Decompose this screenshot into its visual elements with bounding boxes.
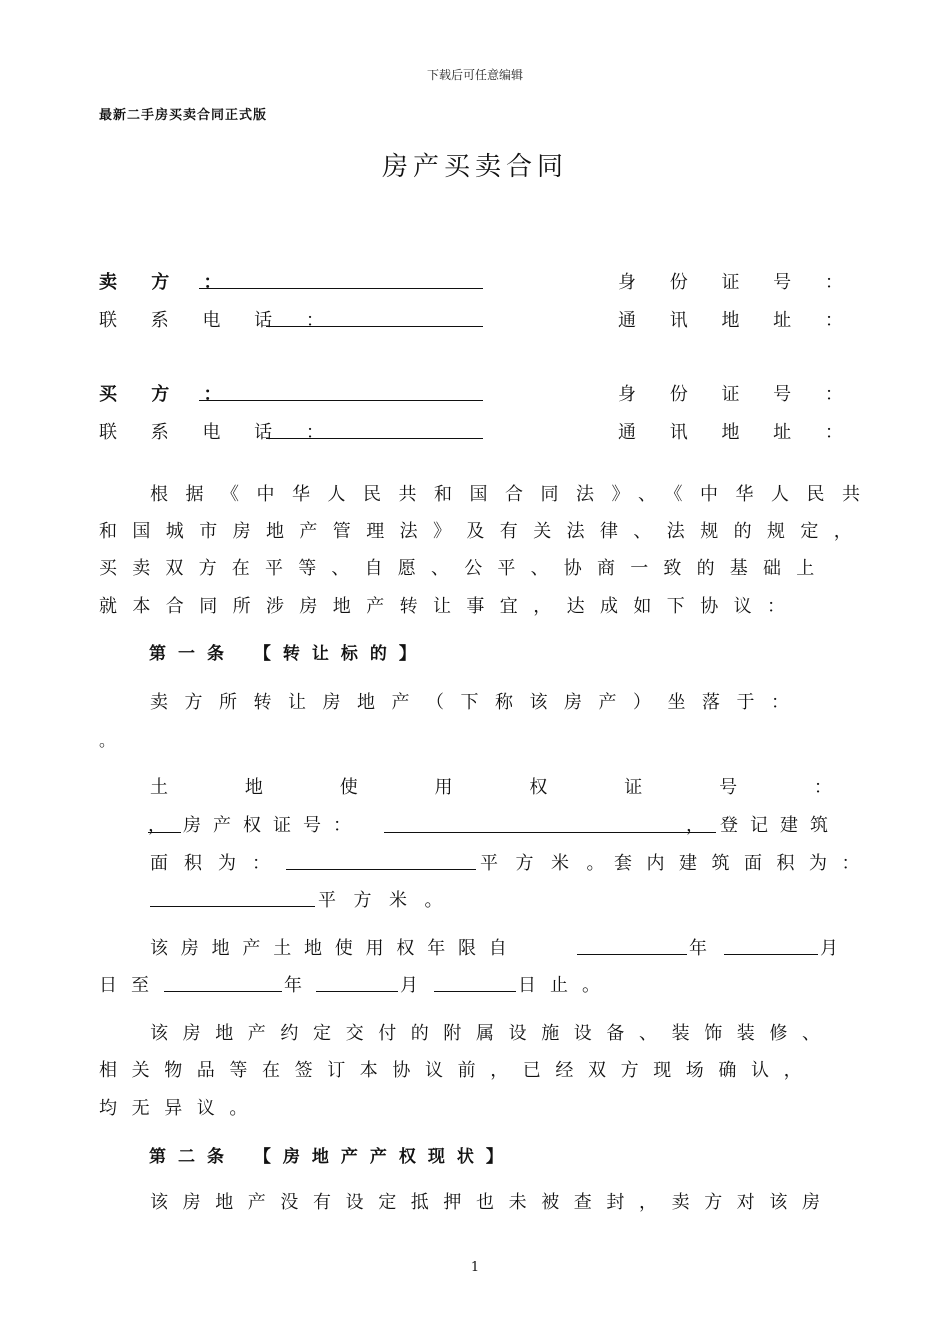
comma: ， bbox=[686, 815, 719, 836]
end-month-field[interactable] bbox=[434, 991, 516, 992]
sqm-label: 平方米。 bbox=[480, 853, 622, 874]
facilities-line: 该房地产约定交付的附属设施设备、装饰装修、 bbox=[150, 1023, 835, 1044]
seller-name-field[interactable] bbox=[199, 288, 483, 289]
land-cert-line: 土 地 使 用 权 证 号 ： bbox=[150, 777, 832, 798]
year-label: 年 bbox=[689, 938, 722, 959]
buyer-name-field[interactable] bbox=[199, 400, 483, 401]
preamble-line: 买卖双方在平等、自愿、公平、协商一致的基础上 bbox=[99, 558, 830, 579]
preamble-line: 和国城市房地产管理法》及有关法律、法规的规定， bbox=[99, 521, 868, 542]
month-label: 月 bbox=[820, 938, 853, 959]
registered-area-label: 登记建筑 bbox=[720, 815, 840, 836]
preamble-line: 根据《中华人民共和国合同法》、《中华人民共 bbox=[150, 484, 878, 505]
buyer-phone-field[interactable] bbox=[266, 438, 483, 439]
seller-phone-field[interactable] bbox=[266, 326, 483, 327]
buyer-address-label: 通 讯 地 址 ： bbox=[618, 422, 857, 443]
term-start-label: 该房地产土地使用权年限自 bbox=[150, 938, 520, 959]
facilities-line: 相关物品等在签订本协议前，已经双方现场确认， bbox=[99, 1060, 817, 1081]
area-label: 面积为： bbox=[150, 853, 286, 874]
seller-label: 卖 方 ： bbox=[99, 272, 236, 293]
year-label: 年 bbox=[284, 975, 317, 996]
comma: ， bbox=[148, 815, 181, 836]
end-year-field[interactable] bbox=[316, 991, 398, 992]
seller-address-label: 通 讯 地 址 ： bbox=[618, 310, 857, 331]
land-cert-field[interactable] bbox=[148, 832, 181, 833]
day-end-label: 日止。 bbox=[518, 975, 614, 996]
facilities-line: 均无异议。 bbox=[99, 1098, 262, 1119]
buyer-id-label: 身 份 证 号 ： bbox=[618, 384, 857, 405]
start-month-field[interactable] bbox=[724, 954, 818, 955]
article-1-heading: 第一条 【转让标的】 bbox=[149, 644, 428, 664]
property-cert-label: 房产权证号： bbox=[183, 815, 363, 836]
location-end: 。 bbox=[99, 731, 130, 750]
preamble-line: 就本合同所涉房地产转让事宜，达成如下协议： bbox=[99, 596, 801, 617]
property-cert-field[interactable] bbox=[384, 832, 716, 833]
start-day-field[interactable] bbox=[164, 991, 282, 992]
buyer-label: 买 方 ： bbox=[99, 384, 236, 405]
inner-area-label: 套内建筑面积为： bbox=[614, 853, 874, 874]
registered-area-field[interactable] bbox=[286, 869, 476, 870]
location-line: 卖方所转让房地产（下称该房产）坐落于： bbox=[150, 692, 806, 713]
seller-phone-label: 联 系 电 话 ： bbox=[99, 310, 338, 331]
page-header: 下载后可任意编辑 bbox=[426, 68, 523, 82]
buyer-phone-label: 联 系 电 话 ： bbox=[99, 422, 338, 443]
article-2-heading: 第二条 【房地产产权现状】 bbox=[149, 1147, 515, 1167]
day-to-label: 日至 bbox=[99, 975, 163, 996]
start-year-field[interactable] bbox=[577, 954, 687, 955]
sqm-label: 平方米。 bbox=[318, 890, 460, 911]
document-title: 房产买卖合同 bbox=[381, 152, 568, 182]
article-2-text: 该房地产没有设定抵押也未被查封，卖方对该房 bbox=[150, 1192, 835, 1213]
page-number: 1 bbox=[470, 1260, 480, 1275]
document-subtitle: 最新二手房买卖合同正式版 bbox=[99, 108, 268, 123]
inner-area-field[interactable] bbox=[150, 906, 315, 907]
seller-id-label: 身 份 证 号 ： bbox=[618, 272, 857, 293]
month-label: 月 bbox=[400, 975, 433, 996]
